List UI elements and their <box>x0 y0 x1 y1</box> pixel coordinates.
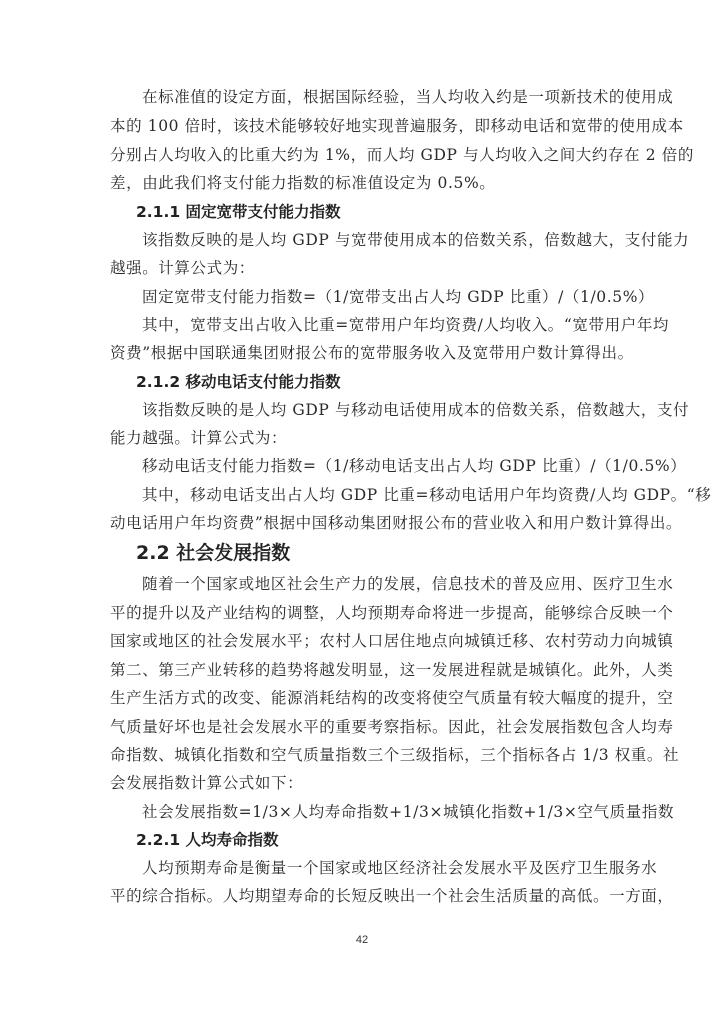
paragraph-line: 生产生活方式的改变、能源消耗结构的改变将使空气质量有较大幅度的提升，空 <box>110 689 674 707</box>
section-heading-2-2-1: 2.2.1 人均寿命指数 <box>136 831 279 849</box>
formula-broadband-affordability: 固定宽带支付能力指数=（1/宽带支出占人均 GDP 比重）/（1/0.5%） <box>142 288 655 306</box>
paragraph-line: 第二、第三产业转移的趋势将越发明显，这一发展进程就是城镇化。此外，人类 <box>110 661 674 679</box>
paragraph-line: 随着一个国家或地区社会生产力的发展，信息技术的普及应用、医疗卫生水 <box>142 575 674 593</box>
paragraph-line: 该指数反映的是人均 GDP 与宽带使用成本的倍数关系，倍数越大，支付能力 <box>142 231 690 249</box>
formula-social-development: 社会发展指数=1/3×人均寿命指数+1/3×城镇化指数+1/3×空气质量指数 <box>142 803 675 821</box>
section-heading-2-2: 2.2 社会发展指数 <box>136 542 291 564</box>
section-heading-2-1-2: 2.1.2 移动电话支付能力指数 <box>136 373 341 391</box>
formula-mobile-affordability: 移动电话支付能力指数=（1/移动电话支出占人均 GDP 比重）/（1/0.5%） <box>142 457 687 475</box>
paragraph-line: 会发展指数计算公式如下： <box>110 774 304 792</box>
paragraph-line: 气质量好坏也是社会发展水平的重要考察指标。因此，社会发展指数包含人均寿 <box>110 718 674 736</box>
paragraph-line: 命指数、城镇化指数和空气质量指数三个三级指标，三个指标各占 1/3 权重。社 <box>110 746 680 764</box>
paragraph-line: 本的 100 倍时，该技术能够较好地实现普遍服务，即移动电话和宽带的使用成本 <box>110 117 684 135</box>
paragraph-line: 国家或地区的社会发展水平；农村人口居住地点向城镇迁移、农村劳动力向城镇 <box>110 632 674 650</box>
paragraph-line: 其中，宽带支出占收入比重=宽带用户年均资费/人均收入。“宽带用户年均 <box>142 316 670 334</box>
paragraph-line: 该指数反映的是人均 GDP 与移动电话使用成本的倍数关系，倍数越大，支付 <box>142 401 690 419</box>
paragraph-line: 差，由此我们将支付能力指数的标准值设定为 0.5%。 <box>110 174 496 192</box>
paragraph-line: 其中，移动电话支出占人均 GDP 比重=移动电话用户年均资费/人均 GDP。“移 <box>142 486 712 504</box>
paragraph-line: 动电话用户年均资费”根据中国移动集团财报公布的营业收入和用户数计算得出。 <box>110 514 683 532</box>
paragraph-line: 分别占人均收入的比重大约为 1%，而人均 GDP 与人均收入之间大约存在 2 倍的 <box>110 146 694 164</box>
paragraph-line: 平的综合指标。人均期望寿命的长短反映出一个社会生活质量的高低。一方面， <box>110 887 674 905</box>
paragraph-line: 平的提升以及产业结构的调整，人均预期寿命将进一步提高，能够综合反映一个 <box>110 604 674 622</box>
paragraph-line: 能力越强。计算公式为： <box>110 429 288 447</box>
page-number: 42 <box>355 934 369 946</box>
paragraph-line: 人均预期寿命是衡量一个国家或地区经济社会发展水平及医疗卫生服务水 <box>142 859 658 877</box>
paragraph-line: 资费”根据中国联通集团财报公布的宽带服务收入及宽带用户数计算得出。 <box>110 344 634 362</box>
paragraph-line: 越强。计算公式为： <box>110 259 255 277</box>
section-heading-2-1-1: 2.1.1 固定宽带支付能力指数 <box>136 203 341 221</box>
paragraph-line: 在标准值的设定方面，根据国际经验，当人均收入约是一项新技术的使用成 <box>142 88 674 106</box>
